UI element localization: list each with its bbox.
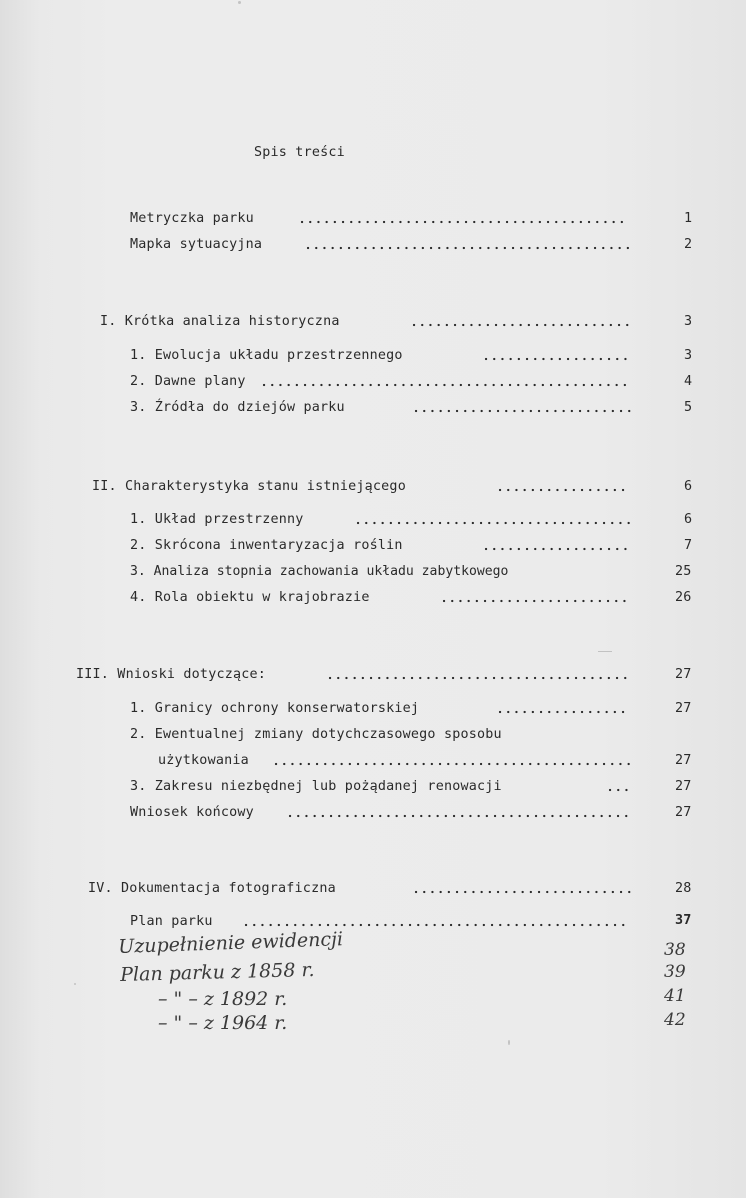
toc-page-metryczka: 1 xyxy=(684,211,693,226)
leader-dots xyxy=(484,357,632,361)
toc-entry-3-3: 3. Zakresu niezbędnej lub pożądanej renowacji xyxy=(130,779,502,794)
toc-page-plan: 37 xyxy=(675,913,692,928)
toc-entry-metryczka: Metryczka parku xyxy=(130,211,254,226)
leader-dots xyxy=(356,521,632,525)
toc-entry-1-1: 1. Ewolucja układu przestrzennego xyxy=(130,348,403,363)
scan-speck xyxy=(74,983,76,985)
handwritten-page: 41 xyxy=(664,986,686,1006)
toc-section-3: III. Wnioski dotyczące: xyxy=(76,667,267,682)
toc-page-2-1: 6 xyxy=(684,512,693,527)
toc-page-3-1: 27 xyxy=(675,701,692,716)
toc-entry-1-2: 2. Dawne plany xyxy=(130,374,246,389)
toc-entry-3-1: 1. Granicy ochrony konserwatorskiej xyxy=(130,701,420,716)
leader-dots xyxy=(484,547,632,551)
scan-speck xyxy=(508,1040,510,1045)
leader-dots xyxy=(262,383,632,387)
toc-page-section-4: 28 xyxy=(675,881,692,896)
leader-dots xyxy=(442,599,632,603)
handwritten-page: 39 xyxy=(664,962,686,982)
handwritten-entry: – " – z 1892 r. xyxy=(158,988,288,1010)
handwritten-entry: – " – z 1964 r. xyxy=(158,1012,288,1034)
page-title: Spis treści xyxy=(254,145,345,160)
toc-page-2-2: 7 xyxy=(684,538,693,553)
toc-page-1-3: 5 xyxy=(684,400,693,415)
leader-dots xyxy=(498,710,632,714)
toc-entry-3-wniosek: Wniosek końcowy xyxy=(130,805,254,820)
toc-page-section-3: 27 xyxy=(675,667,692,682)
toc-page-2-4: 26 xyxy=(675,590,692,605)
toc-entry-mapka: Mapka sytuacyjna xyxy=(130,237,263,252)
leader-dots xyxy=(328,676,632,680)
toc-entry-plan: Plan parku xyxy=(130,914,213,929)
toc-page-3-wniosek: 27 xyxy=(675,805,692,820)
leader-dots xyxy=(288,814,632,818)
leader-dots xyxy=(300,220,632,224)
toc-section-4: IV. Dokumentacja fotograficzna xyxy=(88,881,336,896)
toc-entry-2-4: 4. Rola obiektu w krajobrazie xyxy=(130,590,370,605)
leader-dots xyxy=(412,323,632,327)
handwritten-page: 42 xyxy=(664,1010,686,1030)
toc-page-3-2: 27 xyxy=(675,753,692,768)
toc-page-mapka: 2 xyxy=(684,237,693,252)
toc-entry-2-2: 2. Skrócona inwentaryzacja roślin xyxy=(130,538,403,553)
toc-page-section-2: 6 xyxy=(684,479,693,494)
toc-entry-2-1: 1. Układ przestrzenny xyxy=(130,512,304,527)
toc-entry-2-3: 3. Analiza stopnia zachowania układu zabytkowego xyxy=(130,564,509,579)
handwritten-entry: Plan parku z 1858 r. xyxy=(119,958,315,986)
toc-entry-3-2-cont: użytkowania xyxy=(158,753,249,768)
toc-section-1: I. Krótka analiza historyczna xyxy=(100,314,340,329)
toc-page-2-3: 25 xyxy=(675,564,692,579)
toc-entry-3-2: 2. Ewentualnej zmiany dotychczasowego sposobu xyxy=(130,727,502,742)
scan-speck xyxy=(598,651,612,652)
toc-section-2: II. Charakterystyka stanu istniejącego xyxy=(92,479,406,494)
toc-page-section-1: 3 xyxy=(684,314,693,329)
leader-dots xyxy=(274,762,632,766)
toc-page-3-3: 27 xyxy=(675,779,692,794)
toc-page-1-2: 4 xyxy=(684,374,693,389)
toc-page-1-1: 3 xyxy=(684,348,693,363)
leader-dots xyxy=(414,890,632,894)
leader-dots xyxy=(498,488,632,492)
toc-entry-1-3: 3. Źródła do dziejów parku xyxy=(130,400,345,415)
leader-dots xyxy=(608,788,632,792)
scan-speck xyxy=(238,1,241,4)
handwritten-entry: Uzupełnienie ewidencji xyxy=(117,928,344,958)
leader-dots xyxy=(306,246,632,250)
leader-dots xyxy=(244,923,632,927)
handwritten-page: 38 xyxy=(664,940,686,960)
leader-dots xyxy=(414,409,632,413)
